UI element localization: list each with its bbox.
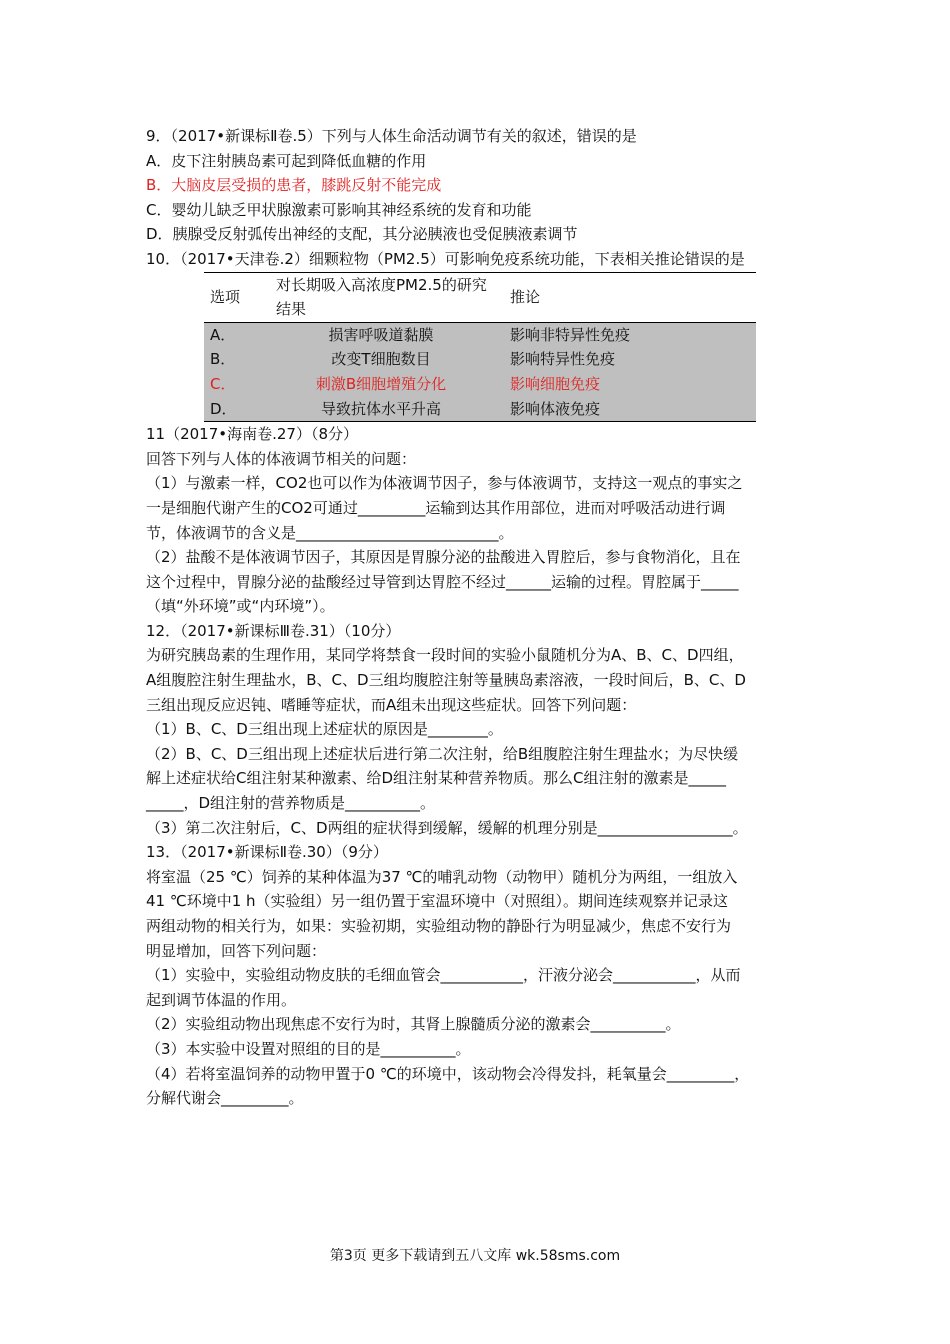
question-12-line: 解上述症状给C组注射某种激素、给D组注射某种营养物质。那么C组注射的激素是_____ (146, 769, 727, 788)
question-11 (146, 422, 812, 619)
table-cell: A． (204, 322, 272, 347)
table-cell: 影响非特异性免疫 (490, 322, 756, 347)
page-footer: 第3页 更多下载请到五八文库 wk.58sms.com (329, 1248, 621, 1264)
table-cell: 刺激B细胞增殖分化 (272, 372, 490, 397)
table-row (204, 347, 756, 372)
table-row-answer (204, 372, 756, 397)
table-header-result: 对长期吸入高浓度PM2.5的研究结果 (276, 275, 487, 319)
question-12-line: 三组出现反应迟钝、嗜睡等症状，而A组未出现这些症状。回答下列问题： (146, 695, 637, 714)
question-13-line: 明显增加，回答下列问题： (146, 941, 327, 960)
question-13-line: 13．（2017•新课标Ⅱ卷.30）（9分） (146, 843, 388, 862)
question-13-line: 将室温（25 ℃）饲养的某种体温为37 ℃的哺乳动物（动物甲）随机分为两组，一组放入 (146, 867, 738, 886)
question-13-line: 两组动物的相关行为，如果：实验初期，实验组动物的静卧行为明显减少，焦虑不安行为 (146, 917, 732, 935)
table-cell: 导致抗体水平升高 (272, 397, 490, 422)
question-13-line: （1）实验中，实验组动物皮肤的毛细血管会___________，汗液分泌会___________，从而 (146, 966, 741, 985)
question-11-line: （2）盐酸不是体液调节因子，其原因是胃腺分泌的盐酸进入胃腔后，参与食物消化，且在 (146, 548, 741, 567)
question-13-line: （4）若将室温饲养的动物甲置于0 ℃的环境中，该动物会冷得发抖，耗氧量会_________， (146, 1064, 750, 1083)
question-10 (146, 247, 812, 422)
question-12-line: （2）B、C、D三组出现上述症状后进行第二次注射，给B组腹腔注射生理盐水；为尽快缓 (146, 744, 739, 763)
question-13-line: 41 ℃环境中1 h（实验组）另一组仍置于室温环境中（对照组）。期间连续观察并记录这 (146, 892, 729, 911)
table-cell: 损害呼吸道黏膜 (272, 322, 490, 347)
question-9-stem: 9．（2017•新课标Ⅱ卷.5）下列与人体生命活动调节有关的叙述，错误的是 (146, 127, 637, 145)
question-12-line: （1）B、C、D三组出现上述症状的原因是________。 (146, 720, 503, 739)
question-11-line: 11（2017•海南卷.27）（8分） (146, 425, 359, 444)
table-header-option: 选项 (210, 287, 241, 306)
table-cell: 影响特异性免疫 (490, 347, 756, 372)
page-content (146, 124, 812, 1111)
question-9-option-a: A．皮下注射胰岛素可起到降低血糖的作用 (146, 151, 427, 170)
question-9 (146, 124, 812, 247)
table-header-row (204, 272, 756, 322)
question-12 (146, 619, 812, 840)
table-header-inference: 推论 (510, 287, 541, 306)
question-13 (146, 840, 812, 1111)
question-11-line: 回答下列与人体的体液调节相关的问题： (146, 449, 417, 468)
table-cell: D． (204, 397, 272, 422)
question-11-line: 节，体液调节的含义是___________________________。 (146, 523, 514, 542)
question-9-option-c: C．婴幼儿缺乏甲状腺激素可影响其神经系统的发育和功能 (146, 200, 532, 219)
question-11-line: 一是细胞代谢产生的CO2可通过_________运输到达其作用部位，进而对呼吸活动进行调 (146, 498, 726, 517)
question-9-option-d: D．胰腺受反射弧传出神经的支配，其分泌胰液也受促胰液素调节 (146, 225, 578, 244)
question-11-line: （1）与激素一样，CO2也可以作为体液调节因子，参与体液调节，支持这一观点的事实之 (146, 474, 743, 493)
table-cell: B． (204, 347, 272, 372)
question-12-line: 为研究胰岛素的生理作用，某同学将禁食一段时间的实验小鼠随机分为A、B、C、D四组， (146, 646, 744, 665)
table-cell: C． (204, 372, 272, 397)
question-13-line: 起到调节体温的作用。 (146, 990, 297, 1009)
table-cell: 改变T细胞数目 (272, 347, 490, 372)
table-row (204, 397, 756, 422)
question-12-line: A组腹腔注射生理盐水，B、C、D三组均腹腔注射等量胰岛素溶液，一段时间后，B、C、D (146, 671, 746, 690)
pm25-table (204, 272, 756, 423)
question-12-line: （3）第二次注射后，C、D两组的症状得到缓解，缓解的机理分别是__________________。 (146, 818, 748, 837)
table-cell: 影响体液免疫 (490, 397, 756, 422)
question-13-line: （2）实验组动物出现焦虑不安行为时，其肾上腺髓质分泌的激素会__________。 (146, 1015, 681, 1034)
question-10-stem: 10．（2017•天津卷.2）细颗粒物（PM2.5）可影响免疫系统功能，下表相关推论错误的是 (146, 249, 745, 268)
table-row (204, 322, 756, 347)
table-cell: 影响细胞免疫 (490, 372, 756, 397)
question-11-line: 这个过程中，胃腺分泌的盐酸经过导管到达胃腔不经过______运输的过程。胃腔属于_____ (146, 572, 739, 591)
question-9-option-b-answer: B．大脑皮层受损的患者，膝跳反射不能完成 (146, 176, 442, 195)
question-13-line: 分解代谢会_________。 (146, 1089, 304, 1108)
question-12-line: _____，D组注射的营养物质是__________。 (146, 794, 436, 813)
question-12-line: 12．（2017•新课标Ⅲ卷.31）（10分） (146, 621, 401, 640)
question-13-line: （3）本实验中设置对照组的目的是__________。 (146, 1039, 471, 1058)
question-11-line: （填“外环境”或“内环境”）。 (146, 597, 335, 616)
